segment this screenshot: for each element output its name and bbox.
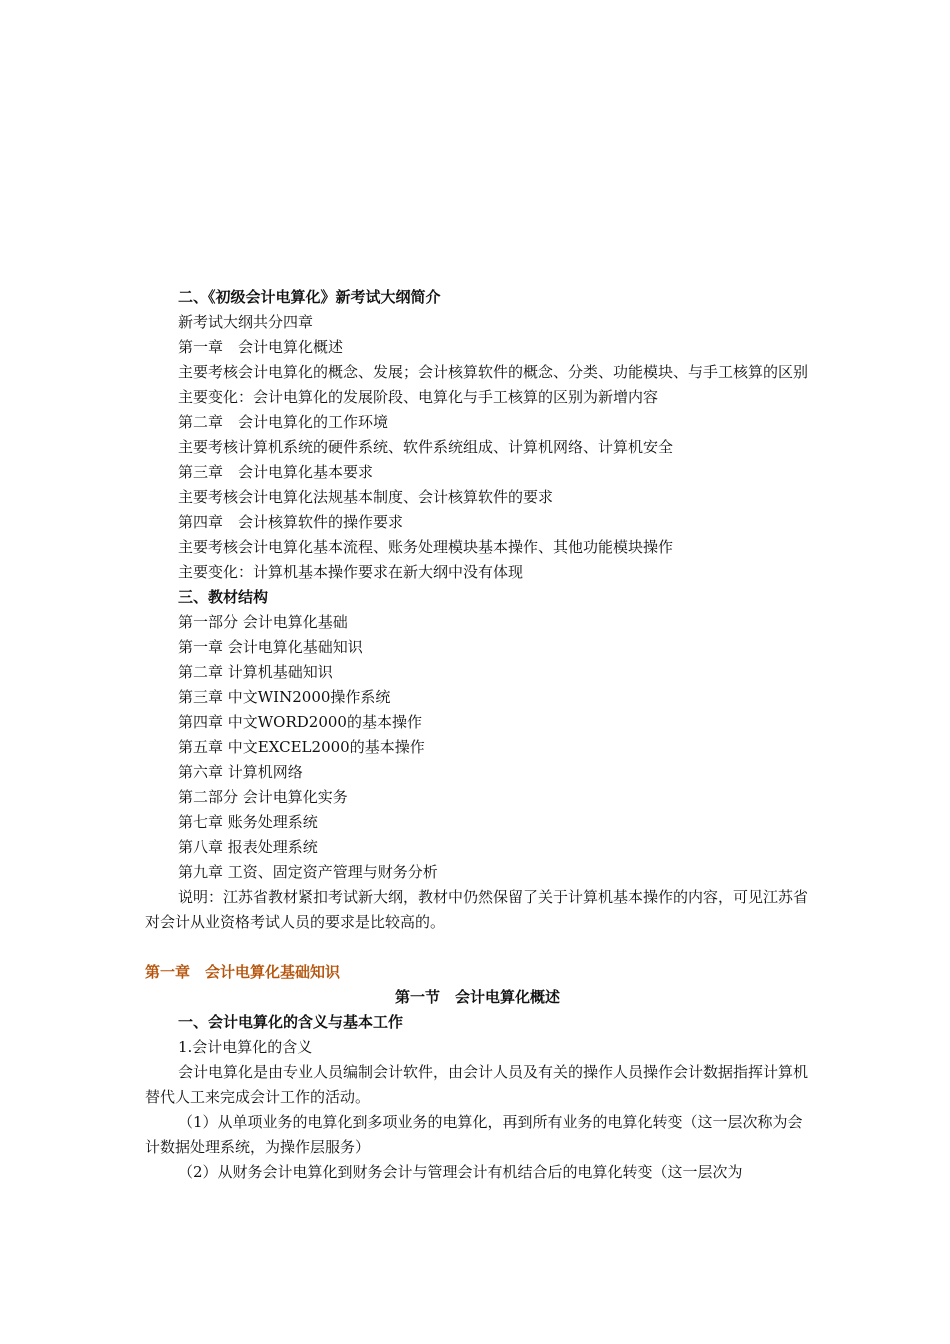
textbook-item: 第二章 计算机基础知识 (178, 663, 333, 681)
textbook-item: 第一章 会计电算化基础知识 (178, 638, 363, 656)
stage-paragraph-2: （2）从财务会计电算化到财务会计与管理会计有机结合后的电算化转变（这一层次为 (178, 1163, 743, 1181)
syllabus-intro: 新考试大纲共分四章 (178, 313, 314, 331)
chapter-title: 第一章 会计电算化基础知识 (145, 963, 341, 981)
syllabus-chapter-4-change: 主要变化：计算机基本操作要求在新大纲中没有体现 (178, 563, 524, 581)
textbook-item: 第七章 账务处理系统 (178, 813, 318, 831)
section-heading-textbook: 三、教材结构 (178, 588, 269, 606)
textbook-item: 第八章 报表处理系统 (178, 838, 318, 856)
syllabus-chapter-1-title: 第一章 会计电算化概述 (178, 338, 344, 356)
section-heading-syllabus: 二、《初级会计电算化》新考试大纲简介 (178, 288, 441, 306)
document-body (145, 285, 810, 1185)
syllabus-chapter-1-main: 主要考核会计电算化的概念、发展；会计核算软件的概念、分类、功能模块、与手工核算的区别 (178, 363, 809, 381)
blank-line (145, 935, 810, 960)
textbook-item: 第九章 工资、固定资产管理与财务分析 (178, 863, 438, 881)
textbook-item: 第三章 中文WIN2000操作系统 (178, 688, 391, 706)
syllabus-chapter-4-title: 第四章 会计核算软件的操作要求 (178, 513, 404, 531)
syllabus-chapter-2-title: 第二章 会计电算化的工作环境 (178, 413, 389, 431)
textbook-note: 说明：江苏省教材紧扣考试新大纲，教材中仍然保留了关于计算机基本操作的内容，可见江苏省对会计从业资格考试人员的要求是比较高的。 (145, 888, 809, 931)
textbook-item: 第五章 中文EXCEL2000的基本操作 (178, 738, 425, 756)
syllabus-chapter-2-main: 主要考核计算机系统的硬件系统、软件系统组成、计算机网络、计算机安全 (178, 438, 674, 456)
section-title: 第一节 会计电算化概述 (394, 988, 560, 1006)
syllabus-chapter-1-change: 主要变化：会计电算化的发展阶段、电算化与手工核算的区别为新增内容 (178, 388, 659, 406)
textbook-item: 第一部分 会计电算化基础 (178, 613, 348, 631)
numbered-item: 1.会计电算化的含义 (178, 1038, 313, 1056)
textbook-item: 第二部分 会计电算化实务 (178, 788, 348, 806)
textbook-item: 第六章 计算机网络 (178, 763, 303, 781)
stage-paragraph-1: （1）从单项业务的电算化到多项业务的电算化，再到所有业务的电算化转变（这一层次称为会计数据处理系统，为操作层服务） (145, 1113, 803, 1156)
syllabus-chapter-4-main: 主要考核会计电算化基本流程、账务处理模块基本操作、其他功能模块操作 (178, 538, 674, 556)
syllabus-chapter-3-title: 第三章 会计电算化基本要求 (178, 463, 374, 481)
sub-heading: 一、会计电算化的含义与基本工作 (178, 1013, 404, 1031)
textbook-item: 第四章 中文WORD2000的基本操作 (178, 713, 422, 731)
definition-paragraph: 会计电算化是由专业人员编制会计软件，由会计人员及有关的操作人员操作会计数据指挥计算机替代人工来完成会计工作的活动。 (145, 1063, 809, 1106)
syllabus-chapter-3-main: 主要考核会计电算化法规基本制度、会计核算软件的要求 (178, 488, 554, 506)
